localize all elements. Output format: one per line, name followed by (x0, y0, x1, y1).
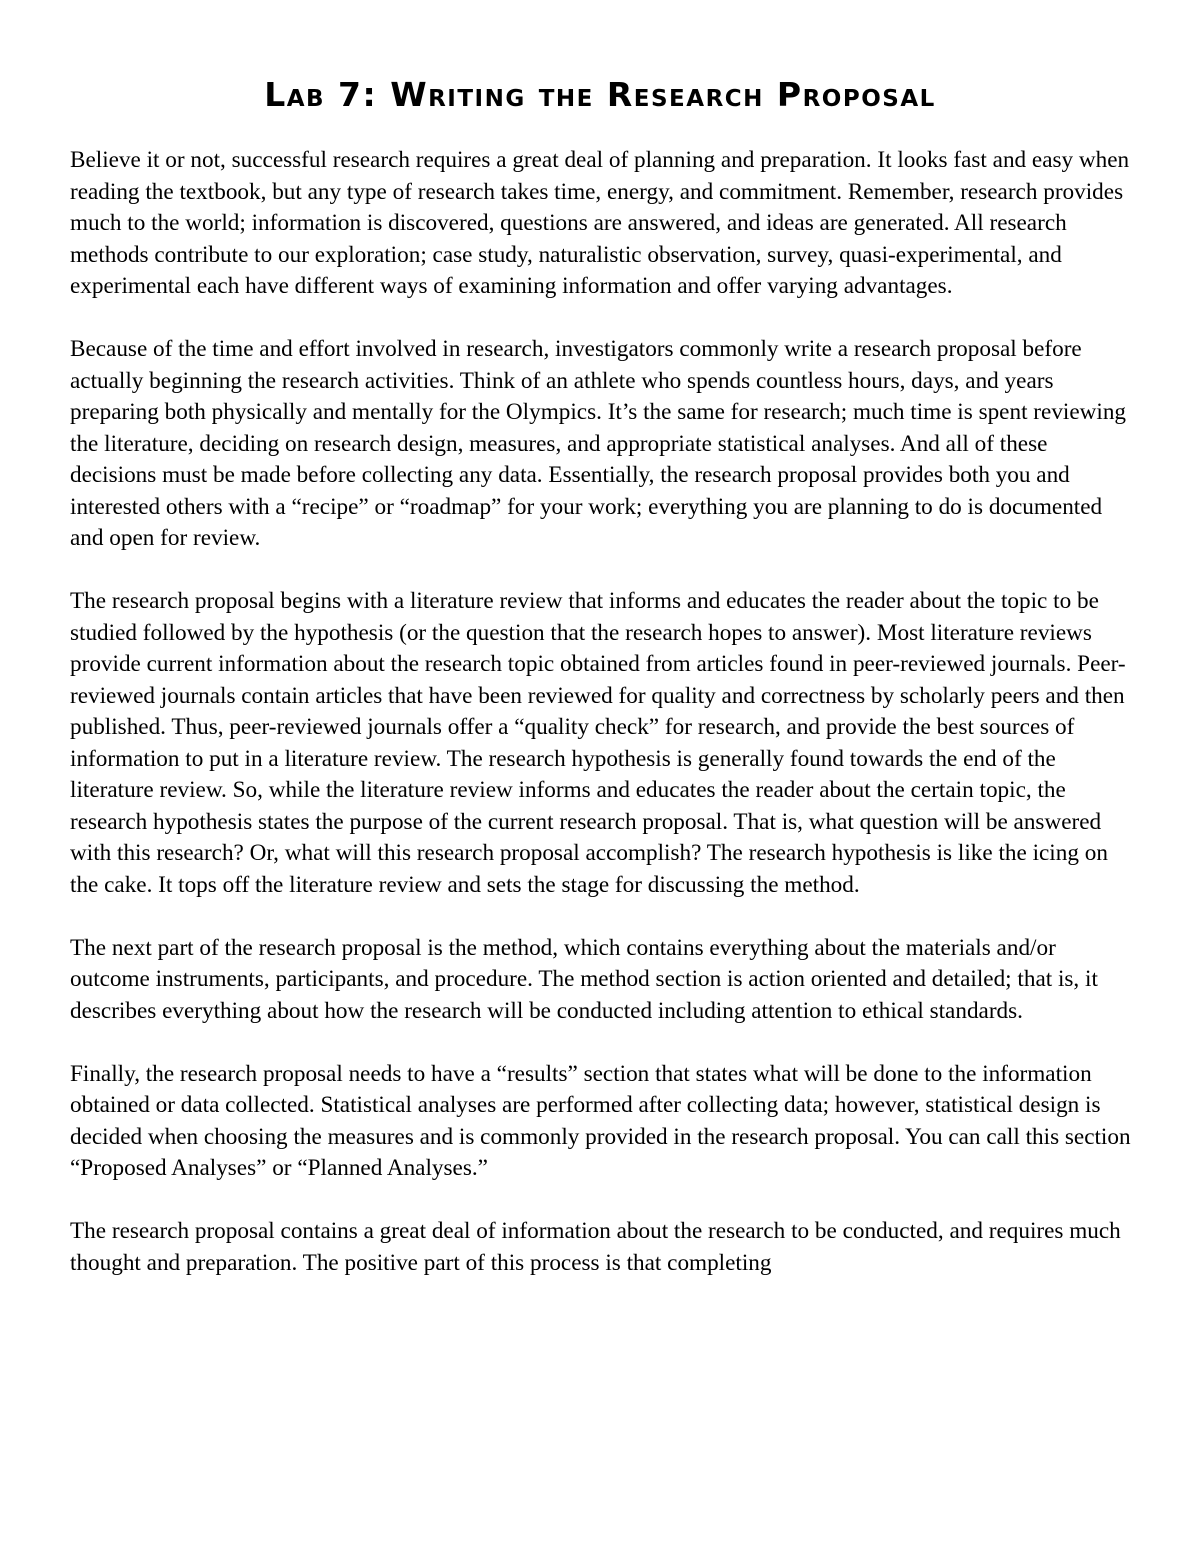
paragraph-literature-review: The research proposal begins with a literature review that informs and educates the reader about the topic to be studied followed by the hypothesis (or the question that the research hopes to answer). Most literature reviews provide current information about the research topic obtained from articles found in peer-reviewed journals. Peer-reviewed journals contain articles that have been reviewed for quality and correctness by scholarly peers and then published. Thus, peer-reviewed journals offer a “quality check” for research, and provide the best sources of information to put in a literature review. The research hypothesis is generally found towards the end of the literature review. So, while the literature review informs and educates the reader about the certain topic, the research hypothesis states the purpose of the current research proposal. That is, what question will be answered with this research? Or, what will this research proposal accomplish? The research hypothesis is like the icing on the cake. It tops off the literature review and sets the stage for discussing the method. (70, 588, 1126, 898)
page-title: Lab 7: Writing the Research Proposal (264, 75, 936, 114)
document-body (70, 145, 1132, 1311)
paragraph-results: Finally, the research proposal needs to have a “results” section that states what will be done to the information obtained or data collected. Statistical analyses are performed after collecting data; however, statistical design is decided when choosing the measures and is commonly provided in the research proposal. You can call this section “Proposed Analyses” or “Planned Analyses.” (70, 1060, 1131, 1181)
paragraph-method: The next part of the research proposal is the method, which contains everything about the materials and/or outcome instruments, participants, and procedure. The method section is action oriented and detailed; that is, it describes everything about how the research will be conducted including attention to ethical standards. (70, 934, 1098, 1024)
paragraph-proposal-purpose: Because of the time and effort involved in research, investigators commonly write a research proposal before actually beginning the research activities. Think of an athlete who spends countless hours, days, and years preparing both physically and mentally for the Olympics. It’s the same for research; much time is spent reviewing the literature, deciding on research design, measures, and appropriate statistical analyses. And all of these decisions must be made before collecting any data. Essentially, the research proposal provides both you and interested others with a “recipe” or “roadmap” for your work; everything you are planning to do is documented and open for review. (70, 336, 1127, 551)
paragraph-conclusion: The research proposal contains a great deal of information about the research to be conducted, and requires much thought and preparation. The positive part of this process is that completing (70, 1218, 1121, 1276)
paragraph-intro: Believe it or not, successful research requires a great deal of planning and preparation. It looks fast and easy when reading the textbook, but any type of research takes time, energy, and commitment. Remember, research provides much to the world; information is discovered, questions are answered, and ideas are generated. All research methods contribute to our exploration; case study, naturalistic observation, survey, quasi-experimental, and experimental each have different ways of examining information and offer varying advantages. (70, 147, 1130, 299)
